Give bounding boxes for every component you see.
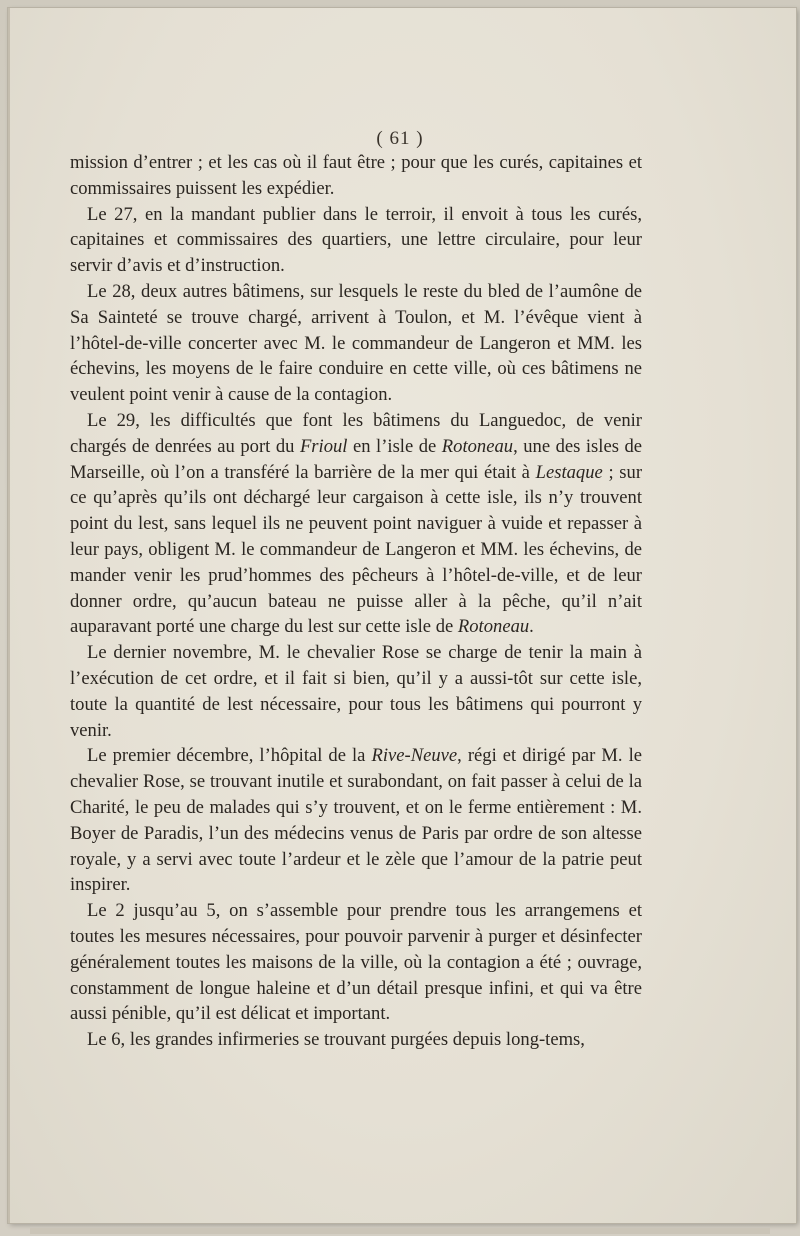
paragraph <box>70 150 642 202</box>
body-text <box>70 150 642 1053</box>
paragraph <box>70 898 642 1027</box>
text-run: , régi et dirigé par M. le chevalier Rose, se trouvant inutile et surabondant, on fait passer à celui de la Charité, le peu de malades qui s’y trouvent, et on le ferme entièrement : M. Boyer de Paradis, l’un des médecins venus de Paris par ordre de son altesse royale, y a servi avec toute l’ardeur et le zèle que l’amour de la patrie peut inspirer. <box>70 745 642 896</box>
text-run: ; sur ce qu’après qu’ils ont déchargé leur cargaison à cette isle, ils n’y trouvent point du lest, sans lequel ils ne peuvent point naviguer à vuide et repasser à leur pays, obligent M. le commandeur de Langeron et MM. les échevins, de mander venir les prud’hommes des pêcheurs à l’hôtel-de-ville, et de leur donner ordre, qu’aucun bateau ne puisse aller à la pêche, qu’il n’ait auparavant porté une charge du lest sur cette isle de <box>70 461 643 638</box>
italic-term: Lestaque <box>535 461 603 483</box>
paragraph <box>70 279 642 408</box>
text-run: Le 6, les grandes infirmeries se trouvant purgées depuis long-tems, <box>87 1029 585 1051</box>
paragraph <box>70 1027 642 1053</box>
italic-term: Rive-Neuve <box>371 745 458 767</box>
text-run: mission d’entrer ; et les cas où il faut être ; pour que les curés, capitaines et commissaires puissent les expédier. <box>70 152 642 199</box>
paragraph <box>70 202 642 279</box>
page-number: ( 61 ) <box>376 128 424 149</box>
page-bottom-edge <box>30 1228 770 1234</box>
text-run: . <box>529 616 534 638</box>
paragraph <box>70 408 642 640</box>
text-run: en l’isle de <box>347 435 442 457</box>
text-run: Le dernier novembre, M. le chevalier Rose se charge de tenir la main à l’exécution de cet ordre, et il fait si bien, qu’il y a aussi-tôt sur cette isle, toute la quantité de lest nécessaire, pour tous les bâtimens qui pourront y venir. <box>70 642 642 741</box>
italic-term: Rotoneau <box>457 616 530 638</box>
text-run: Le 2 jusqu’au 5, on s’assemble pour prendre tous les arrangemens et toutes les mesures nécessaires, pour pouvoir parvenir à purger et désinfecter généralement toutes les maisons de la ville, où la contagion a été ; ouvrage, constamment de longue haleine et d’un détail presque infini, et qui va être aussi pénible, qu’il est délicat et important. <box>70 900 642 1025</box>
text-run: Le 29, les difficultés que font les bâtimens du Languedoc, de venir chargés de denrées au port du <box>70 409 642 457</box>
paragraph <box>70 743 642 898</box>
italic-term: Frioul <box>299 435 348 457</box>
text-run: , une des isles de Marseille, où l’on a transféré la barrière de la mer qui était à <box>70 435 642 483</box>
paragraph <box>70 640 642 743</box>
text-run: Le 27, en la mandant publier dans le terroir, il envoit à tous les curés, capitaines et commissaires des quartiers, une lettre circulaire, pour leur servir d’avis et d’instruction. <box>70 203 642 277</box>
text-run: Le 28, deux autres bâtimens, sur lesquels le reste du bled de l’aumône de Sa Sainteté se trouve chargé, arrivent à Toulon, et M. l’évêque vient à l’hôtel-de-ville concerter avec M. le commandeur de Langeron et MM. les échevins, les moyens de le faire conduire en cette ville, où ces bâtimens ne veulent point venir à cause de la contagion. <box>70 280 642 406</box>
text-run: Le premier décembre, l’hôpital de la <box>87 745 372 767</box>
italic-term: Rotoneau <box>441 435 514 457</box>
